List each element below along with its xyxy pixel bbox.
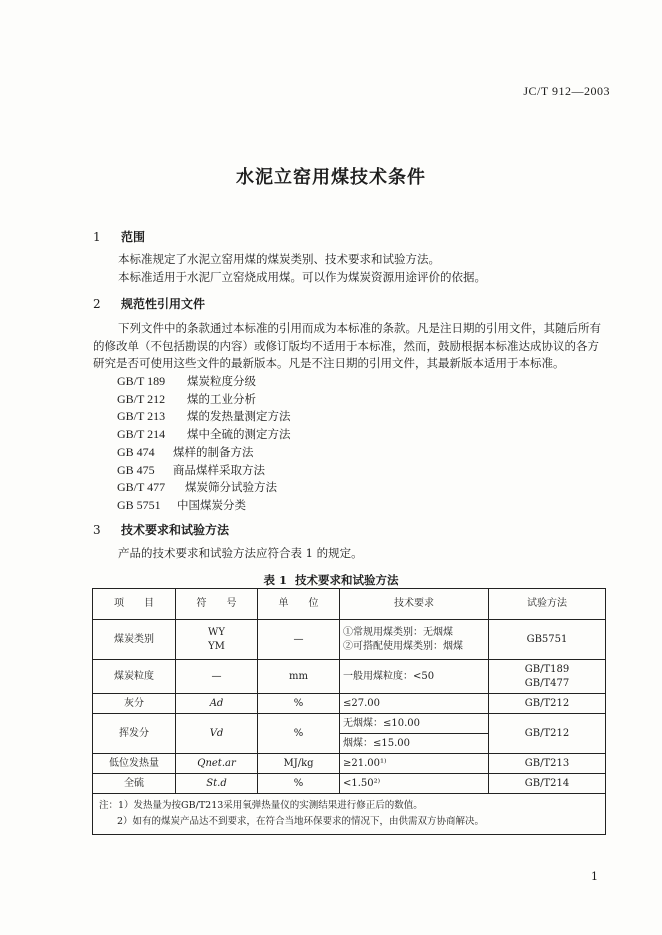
cell-unit: % <box>258 694 340 714</box>
cell-requirement: ≤27.00 <box>340 694 489 714</box>
page-number: 1 <box>591 870 598 883</box>
symbol-line: YM <box>208 640 225 652</box>
cell-method: GB5751 <box>489 620 606 660</box>
section-2-title: 规范性引用文件 <box>121 297 206 311</box>
reference-title: 煤炭粒度分级 <box>187 374 256 388</box>
reference-code: GB 474 <box>117 444 155 459</box>
cell-method <box>489 660 606 694</box>
document-number: JC/T 912—2003 <box>523 84 610 98</box>
table-header-row <box>93 589 606 620</box>
table-caption-title: 技术要求和试验方法 <box>295 573 399 587</box>
reference-title: 煤的发热量测定方法 <box>187 409 291 424</box>
section-3-title: 技术要求和试验方法 <box>121 523 230 537</box>
section-2-number: 2 <box>93 297 101 311</box>
symbol-line: WY <box>208 626 225 638</box>
cell-unit: mm <box>258 660 340 694</box>
section-1-number: 1 <box>93 230 101 244</box>
table-notes <box>93 794 606 835</box>
reference-title: 商品煤样采取方法 <box>173 462 265 477</box>
table-note: 注：1）发热量为按GB/T213采用氧弹热量仪的实测结果进行修正后的数值。 <box>99 800 423 811</box>
table-row <box>93 774 606 794</box>
document-title: 水泥立窑用煤技术条件 <box>236 167 426 188</box>
requirement-line: ②可搭配使用煤类别：烟煤 <box>343 640 463 652</box>
cell-requirement <box>340 620 489 660</box>
cell-item: 低位发热量 <box>93 754 176 774</box>
header-requirement: 技术要求 <box>340 589 489 620</box>
table-caption-label: 表 1 <box>263 573 287 587</box>
reference-title: 煤的工业分析 <box>187 391 256 406</box>
table-note: 2）如有的煤炭产品达不到要求，在符合当地环保要求的情况下，由供需双方协商解决。 <box>117 816 485 827</box>
table-caption <box>0 572 662 588</box>
reference-item <box>117 462 291 480</box>
header-unit: 单 位 <box>258 589 340 620</box>
cell-requirement: ≥21.00¹⁾ <box>340 754 489 774</box>
reference-item <box>117 391 291 409</box>
cell-unit: — <box>258 620 340 660</box>
header-symbol: 符 号 <box>176 589 258 620</box>
reference-title: 煤炭筛分试验方法 <box>185 480 277 495</box>
reference-item <box>117 444 291 462</box>
cell-item: 灰分 <box>93 694 176 714</box>
cell-symbol: Vd <box>176 714 258 754</box>
section-2-intro <box>93 320 613 373</box>
section-2-heading <box>93 295 205 312</box>
reference-code: GB/T 189 <box>117 374 166 388</box>
cell-method: GB/T212 <box>489 694 606 714</box>
cell-item: 煤炭粒度 <box>93 660 176 694</box>
reference-title: 中国煤炭分类 <box>177 497 246 512</box>
requirement-line: ①常规用煤类别：无烟煤 <box>343 626 453 638</box>
section-1-heading <box>93 228 145 245</box>
reference-title: 煤样的制备方法 <box>173 444 254 459</box>
reference-code: GB 475 <box>117 462 155 477</box>
section-3-heading <box>93 521 229 538</box>
intro-line: 的修改单（不包括勘误的内容）或修订版均不适用于本标准，然而，鼓励根据本标准达成协议的各方 <box>93 338 599 353</box>
section-1-paragraph: 本标准适用于水泥厂立窑烧成用煤。可以作为煤炭资源用途评价的依据。 <box>118 269 486 284</box>
section-1-title: 范围 <box>121 230 146 244</box>
reference-item <box>117 408 291 426</box>
cell-requirement: 烟煤：≤15.00 <box>340 734 489 754</box>
cell-unit: MJ/kg <box>258 754 340 774</box>
cell-unit: % <box>258 714 340 754</box>
cell-requirement: 无烟煤：≤10.00 <box>340 714 489 734</box>
table-row <box>93 694 606 714</box>
intro-line: 研究是否可使用这些文件的最新版本。凡是不注日期的引用文件，其最新版本适用于本标准。 <box>93 356 565 370</box>
reference-code: GB 5751 <box>117 497 161 512</box>
table-row <box>93 714 606 734</box>
requirements-table <box>92 588 606 835</box>
reference-item <box>117 479 291 497</box>
cell-symbol <box>176 620 258 660</box>
header-method: 试验方法 <box>489 589 606 620</box>
reference-item <box>117 426 291 444</box>
cell-item: 全硫 <box>93 774 176 794</box>
reference-code: GB/T 213 <box>117 409 166 424</box>
reference-code: GB/T 214 <box>117 427 166 442</box>
reference-code: GB/T 212 <box>117 391 166 406</box>
cell-requirement: <1.50²⁾ <box>340 774 489 794</box>
reference-code: GB/T 477 <box>117 480 166 495</box>
section-3-number: 3 <box>93 523 101 537</box>
cell-symbol: St.d <box>176 774 258 794</box>
cell-item: 煤炭类别 <box>93 620 176 660</box>
method-line: GB/T477 <box>524 677 570 689</box>
cell-requirement: 一般用煤粒度：<50 <box>340 660 489 694</box>
section-3-paragraph: 产品的技术要求和试验方法应符合表 1 的规定。 <box>118 546 363 560</box>
reference-item <box>117 497 291 515</box>
section-1-body <box>118 251 486 286</box>
cell-unit: % <box>258 774 340 794</box>
reference-title: 煤中全硫的测定方法 <box>187 427 291 442</box>
intro-line: 下列文件中的条款通过本标准的引用而成为本标准的条款。凡是注日期的引用文件，其随后所有 <box>118 321 601 335</box>
table-row <box>93 660 606 694</box>
reference-item <box>117 373 291 391</box>
table-notes-row <box>93 794 606 835</box>
cell-symbol: — <box>176 660 258 694</box>
cell-method: GB/T213 <box>489 754 606 774</box>
reference-list <box>117 373 291 515</box>
cell-symbol: Ad <box>176 694 258 714</box>
cell-item: 挥发分 <box>93 714 176 754</box>
table-row <box>93 754 606 774</box>
method-line: GB/T189 <box>524 663 570 675</box>
section-1-paragraph: 本标准规定了水泥立窑用煤的煤炭类别、技术要求和试验方法。 <box>118 252 440 266</box>
cell-method: GB/T212 <box>489 714 606 754</box>
cell-method: GB/T214 <box>489 774 606 794</box>
table-row <box>93 620 606 660</box>
cell-symbol: Qnet.ar <box>176 754 258 774</box>
header-item: 项 目 <box>93 589 176 620</box>
